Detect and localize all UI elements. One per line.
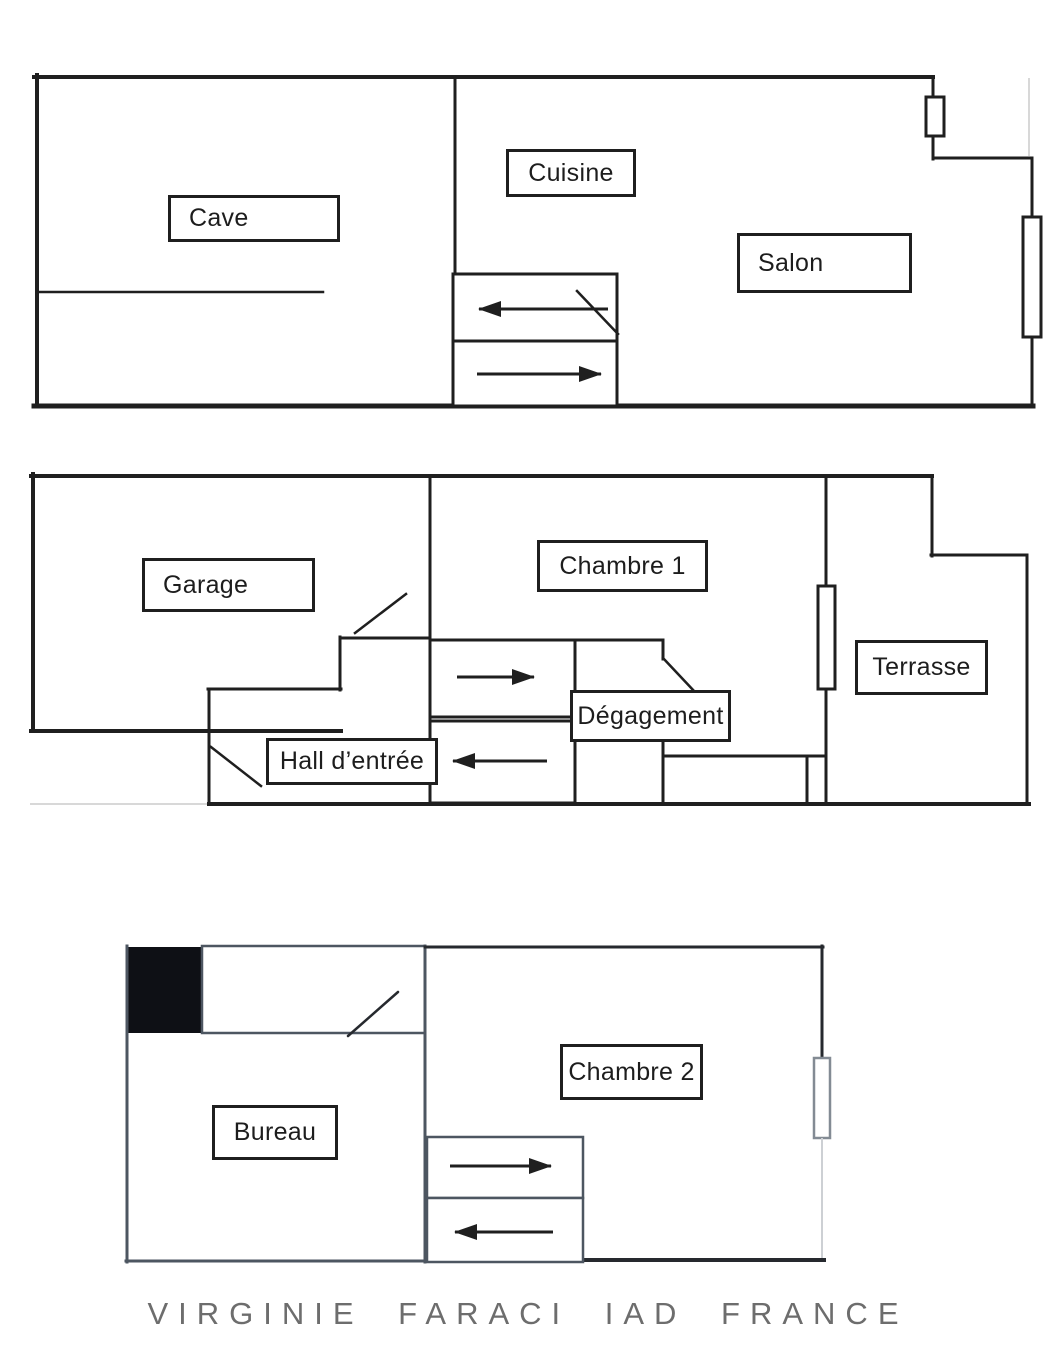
level-upper-walls bbox=[126, 946, 830, 1262]
room-label-cave bbox=[168, 195, 340, 242]
room-label-text: Salon bbox=[758, 248, 824, 277]
room-label-bureau bbox=[212, 1105, 338, 1160]
room-label-cuisine bbox=[506, 149, 636, 197]
room-label-garage bbox=[142, 558, 315, 612]
room-label-text: Dégagement bbox=[577, 701, 724, 730]
door-swing-line bbox=[663, 658, 694, 691]
level-ground-walls bbox=[30, 474, 1029, 804]
room-label-text: Terrasse bbox=[872, 653, 971, 681]
closet-box bbox=[202, 946, 425, 1033]
window-marker bbox=[926, 97, 944, 136]
door-swing-line bbox=[211, 747, 261, 786]
room-label-chambre2 bbox=[560, 1044, 703, 1100]
closet-fill-block bbox=[126, 947, 202, 1033]
room-label-salon bbox=[737, 233, 912, 293]
room-label-terrasse bbox=[855, 640, 988, 695]
room-label-text: Bureau bbox=[233, 1118, 317, 1146]
stairs-box bbox=[427, 1198, 583, 1262]
room-label-text: Chambre 2 bbox=[568, 1057, 695, 1086]
room-label-text: Hall d’entrée bbox=[279, 747, 425, 775]
room-label-text: Cave bbox=[189, 204, 249, 232]
room-label-text: Garage bbox=[163, 570, 249, 599]
room-label-hall-entree bbox=[266, 738, 438, 785]
window-marker bbox=[818, 586, 835, 689]
room-label-text: Chambre 1 bbox=[559, 551, 686, 580]
door-swing-line bbox=[355, 594, 406, 633]
agency-credit-text: VIRGINIE FARACI IAD FRANCE bbox=[147, 1296, 909, 1331]
room-label-text: Cuisine bbox=[528, 158, 614, 187]
room-label-degagement bbox=[570, 690, 731, 742]
room-label-chambre1 bbox=[537, 540, 708, 592]
window-marker bbox=[1023, 217, 1041, 337]
window-marker bbox=[814, 1058, 830, 1138]
